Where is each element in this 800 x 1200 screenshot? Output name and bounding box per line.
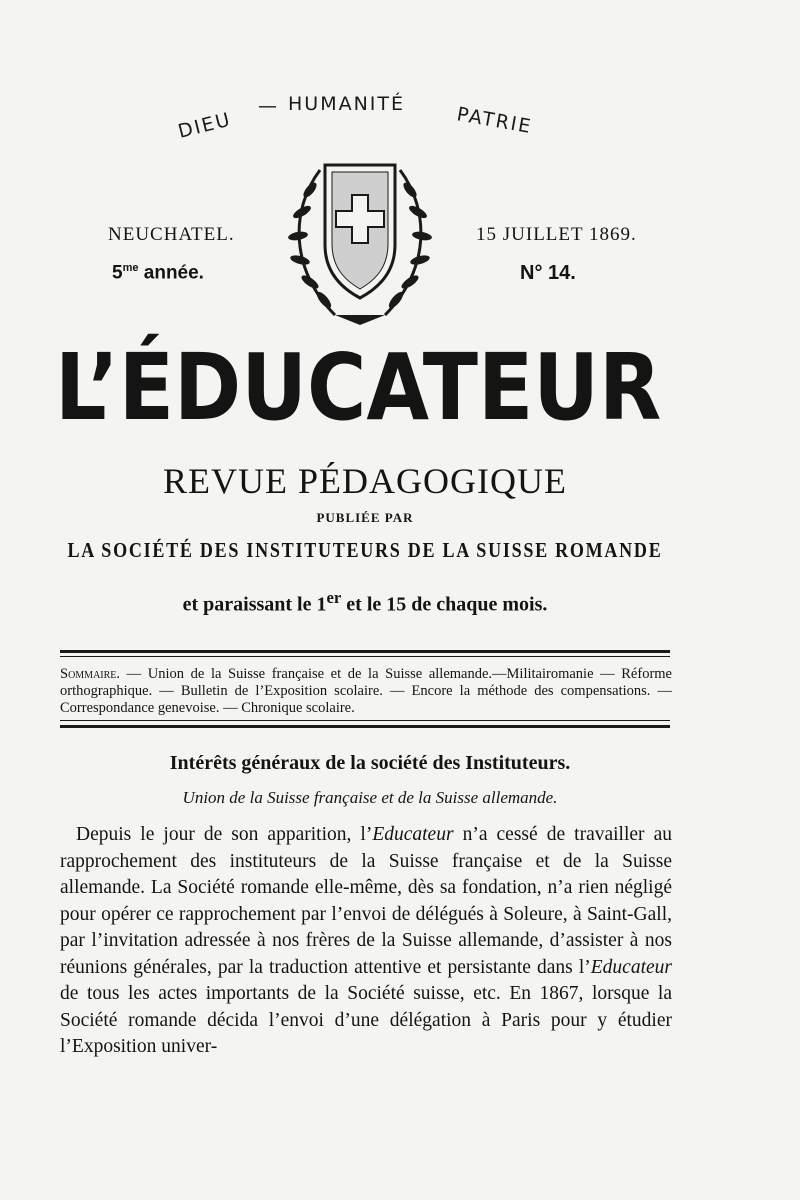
place-label: NEUCHATEL. [108, 224, 235, 245]
journal-subtitle: REVUE PÉDAGOGIQUE [163, 461, 567, 501]
issue-number: N° 14. [520, 262, 576, 284]
divider-top [60, 650, 670, 653]
motto-humanite: HUMANITÉ [288, 93, 406, 115]
journal-title: L’ÉDUCATEUR [55, 334, 662, 441]
issue-date: 15 JUILLET 1869. [476, 224, 637, 245]
published-by-label: PUBLIÉE PAR [316, 510, 414, 525]
sommaire-text: — Union de la Suisse française et de la Suisse allemande.—Militairomanie — Réforme orthographique. — Bulletin de l’Exposition scolaire. — Encore la méthode des compensations. — Correspondance genevoise. — Chronique scolaire. [60, 666, 672, 716]
motto-dieu: DIEU [175, 108, 234, 143]
journal-name-italic-2: Educateur [590, 956, 672, 978]
paragraph-text-c: de tous les actes importants de la Société suisse, etc. En 1867, lorsque la Société romande décida l’envoi d’une délégation à Paris pour y étudier l’Exposition univer- [60, 983, 672, 1057]
paragraph-text-a: Depuis le jour de son apparition, l’ [76, 824, 373, 845]
publisher-society: LA SOCIÉTÉ DES INSTITUTEURS DE LA SUISSE ROMANDE [67, 538, 663, 562]
motto-dash: — [258, 95, 279, 117]
article-body [60, 822, 672, 1061]
divider-bottom-thin [60, 720, 670, 721]
journal-name-italic: Educateur [372, 824, 454, 845]
paragraph-text-b: n’a cessé de travailler au rapprochement des instituteurs de la Suisse française et de la Suisse allemande. La Société romande elle-même, dès sa fondation, n’a rien négligé pour opérer ce rapprochement par l’envoi de délégués à Soleure, à Saint-Gall, par l’invitation adressée à nos frères de la Suisse allemande, d’assister à nos réunions générales, par la traduction attentive et persistante dans l’ [60, 824, 672, 978]
divider-top-thin [60, 656, 670, 657]
year-suffix: me [122, 262, 139, 274]
table-of-contents [60, 666, 672, 717]
year-number: 5 [112, 262, 123, 284]
article-subheading: Union de la Suisse française et de la Suisse allemande. [182, 788, 558, 807]
year-word: année. [143, 262, 204, 284]
motto-patrie: PATRIE [455, 103, 534, 139]
swiss-crest-icon [280, 150, 440, 330]
publication-frequency [0, 588, 730, 617]
frequency-part-a: et paraissant le 1 [182, 593, 327, 616]
frequency-part-b: et le 15 de chaque mois. [341, 593, 548, 616]
article-heading: Intérêts généraux de la société des Instituteurs. [169, 752, 571, 774]
sommaire-lead: Sommaire. [60, 666, 121, 682]
frequency-sup: er [326, 588, 342, 607]
year-of-publication [112, 262, 204, 284]
divider-bottom [60, 725, 670, 728]
article-paragraph [60, 822, 672, 1061]
